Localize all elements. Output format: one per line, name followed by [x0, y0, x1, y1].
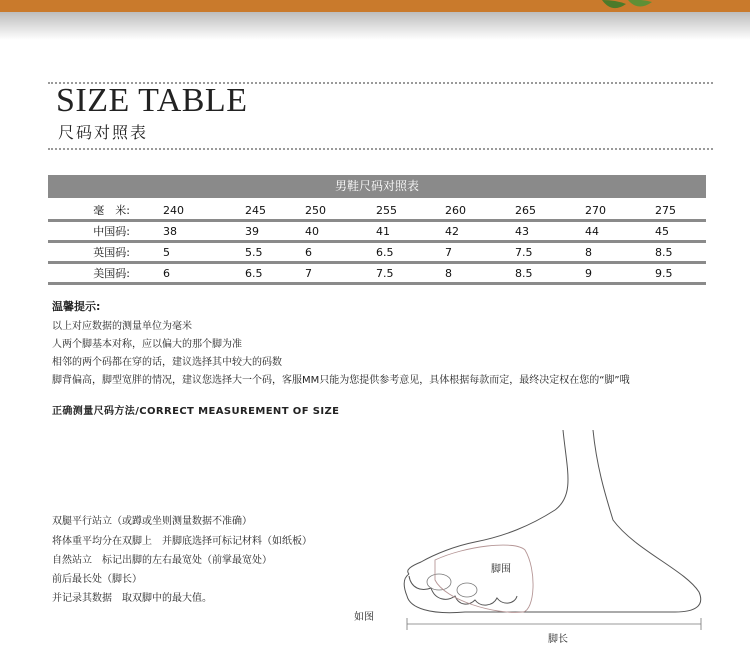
table-cell: 41	[376, 225, 390, 238]
table-row	[48, 244, 706, 262]
row-label: 美国码:	[93, 267, 130, 280]
table-cell: 40	[305, 225, 319, 238]
table-heading: 男鞋尺码对照表	[48, 175, 706, 198]
measure-title: 正确测量尺码方法/CORRECT MEASUREMENT OF SIZE	[52, 406, 340, 417]
foot-length-label: 脚长	[548, 634, 568, 645]
table-cell: 265	[515, 204, 536, 217]
tip-line: 以上对应数据的测量单位为毫米	[52, 321, 192, 332]
table-cell: 6	[163, 267, 170, 280]
row-label: 英国码:	[93, 246, 130, 259]
foot-diagram	[345, 410, 745, 650]
figure-label: 如图	[354, 612, 374, 623]
leaf-decoration-icon	[598, 0, 658, 14]
instruction-line: 自然站立 标记出脚的左右最宽处（前掌最宽处）	[52, 555, 272, 566]
table-cell: 260	[445, 204, 466, 217]
table-cell: 8.5	[655, 246, 673, 259]
table-cell: 5.5	[245, 246, 263, 259]
table-cell: 6.5	[245, 267, 263, 280]
table-cell: 245	[245, 204, 266, 217]
table-cell: 255	[376, 204, 397, 217]
row-label: 毫 米:	[93, 204, 130, 217]
table-cell: 8	[445, 267, 452, 280]
table-cell: 45	[655, 225, 669, 238]
dotted-divider-bottom	[48, 148, 713, 150]
table-cell: 240	[163, 204, 184, 217]
row-separator	[48, 219, 706, 222]
table-cell: 5	[163, 246, 170, 259]
table-cell: 38	[163, 225, 177, 238]
table-cell: 43	[515, 225, 529, 238]
table-cell: 39	[245, 225, 259, 238]
table-cell: 7.5	[515, 246, 533, 259]
foot-width-label: 脚围	[491, 564, 511, 575]
table-cell: 250	[305, 204, 326, 217]
page-title: SIZE TABLE	[56, 82, 248, 119]
tip-line: 脚背偏高，脚型宽胖的情况，建议您选择大一个码，客服MM只能为您提供参考意见，具体根据每款而定，最终决定权在您的“脚”哦	[52, 375, 630, 386]
table-cell: 8.5	[515, 267, 533, 280]
row-separator	[48, 282, 706, 285]
table-cell: 6.5	[376, 246, 394, 259]
row-label: 中国码:	[93, 225, 130, 238]
table-cell: 42	[445, 225, 459, 238]
instruction-line: 将体重平均分在双脚上 并脚底选择可标记材料（如纸板）	[52, 536, 312, 547]
tip-line: 人两个脚基本对称，应以偏大的那个脚为准	[52, 339, 242, 350]
table-cell: 7	[305, 267, 312, 280]
table-cell: 6	[305, 246, 312, 259]
instruction-line: 双腿平行站立（或蹲或坐则测量数据不准确）	[52, 516, 252, 527]
table-cell: 7	[445, 246, 452, 259]
instruction-line: 并记录其数据 取双脚中的最大值。	[52, 593, 212, 604]
table-cell: 44	[585, 225, 599, 238]
table-row	[48, 202, 706, 220]
tips-title: 温馨提示:	[52, 300, 101, 313]
table-row	[48, 265, 706, 283]
table-cell: 9	[585, 267, 592, 280]
table-cell: 275	[655, 204, 676, 217]
row-separator	[48, 240, 706, 243]
tip-line: 相邻的两个码都在穿的话，建议选择其中较大的码数	[52, 357, 282, 368]
table-cell: 270	[585, 204, 606, 217]
top-banner-shadow	[0, 12, 750, 40]
table-row	[48, 223, 706, 241]
page-subtitle: 尺码对照表	[58, 123, 149, 142]
instruction-line: 前后最长处（脚长）	[52, 574, 142, 585]
table-cell: 9.5	[655, 267, 673, 280]
table-cell: 8	[585, 246, 592, 259]
row-separator	[48, 261, 706, 264]
table-cell: 7.5	[376, 267, 394, 280]
